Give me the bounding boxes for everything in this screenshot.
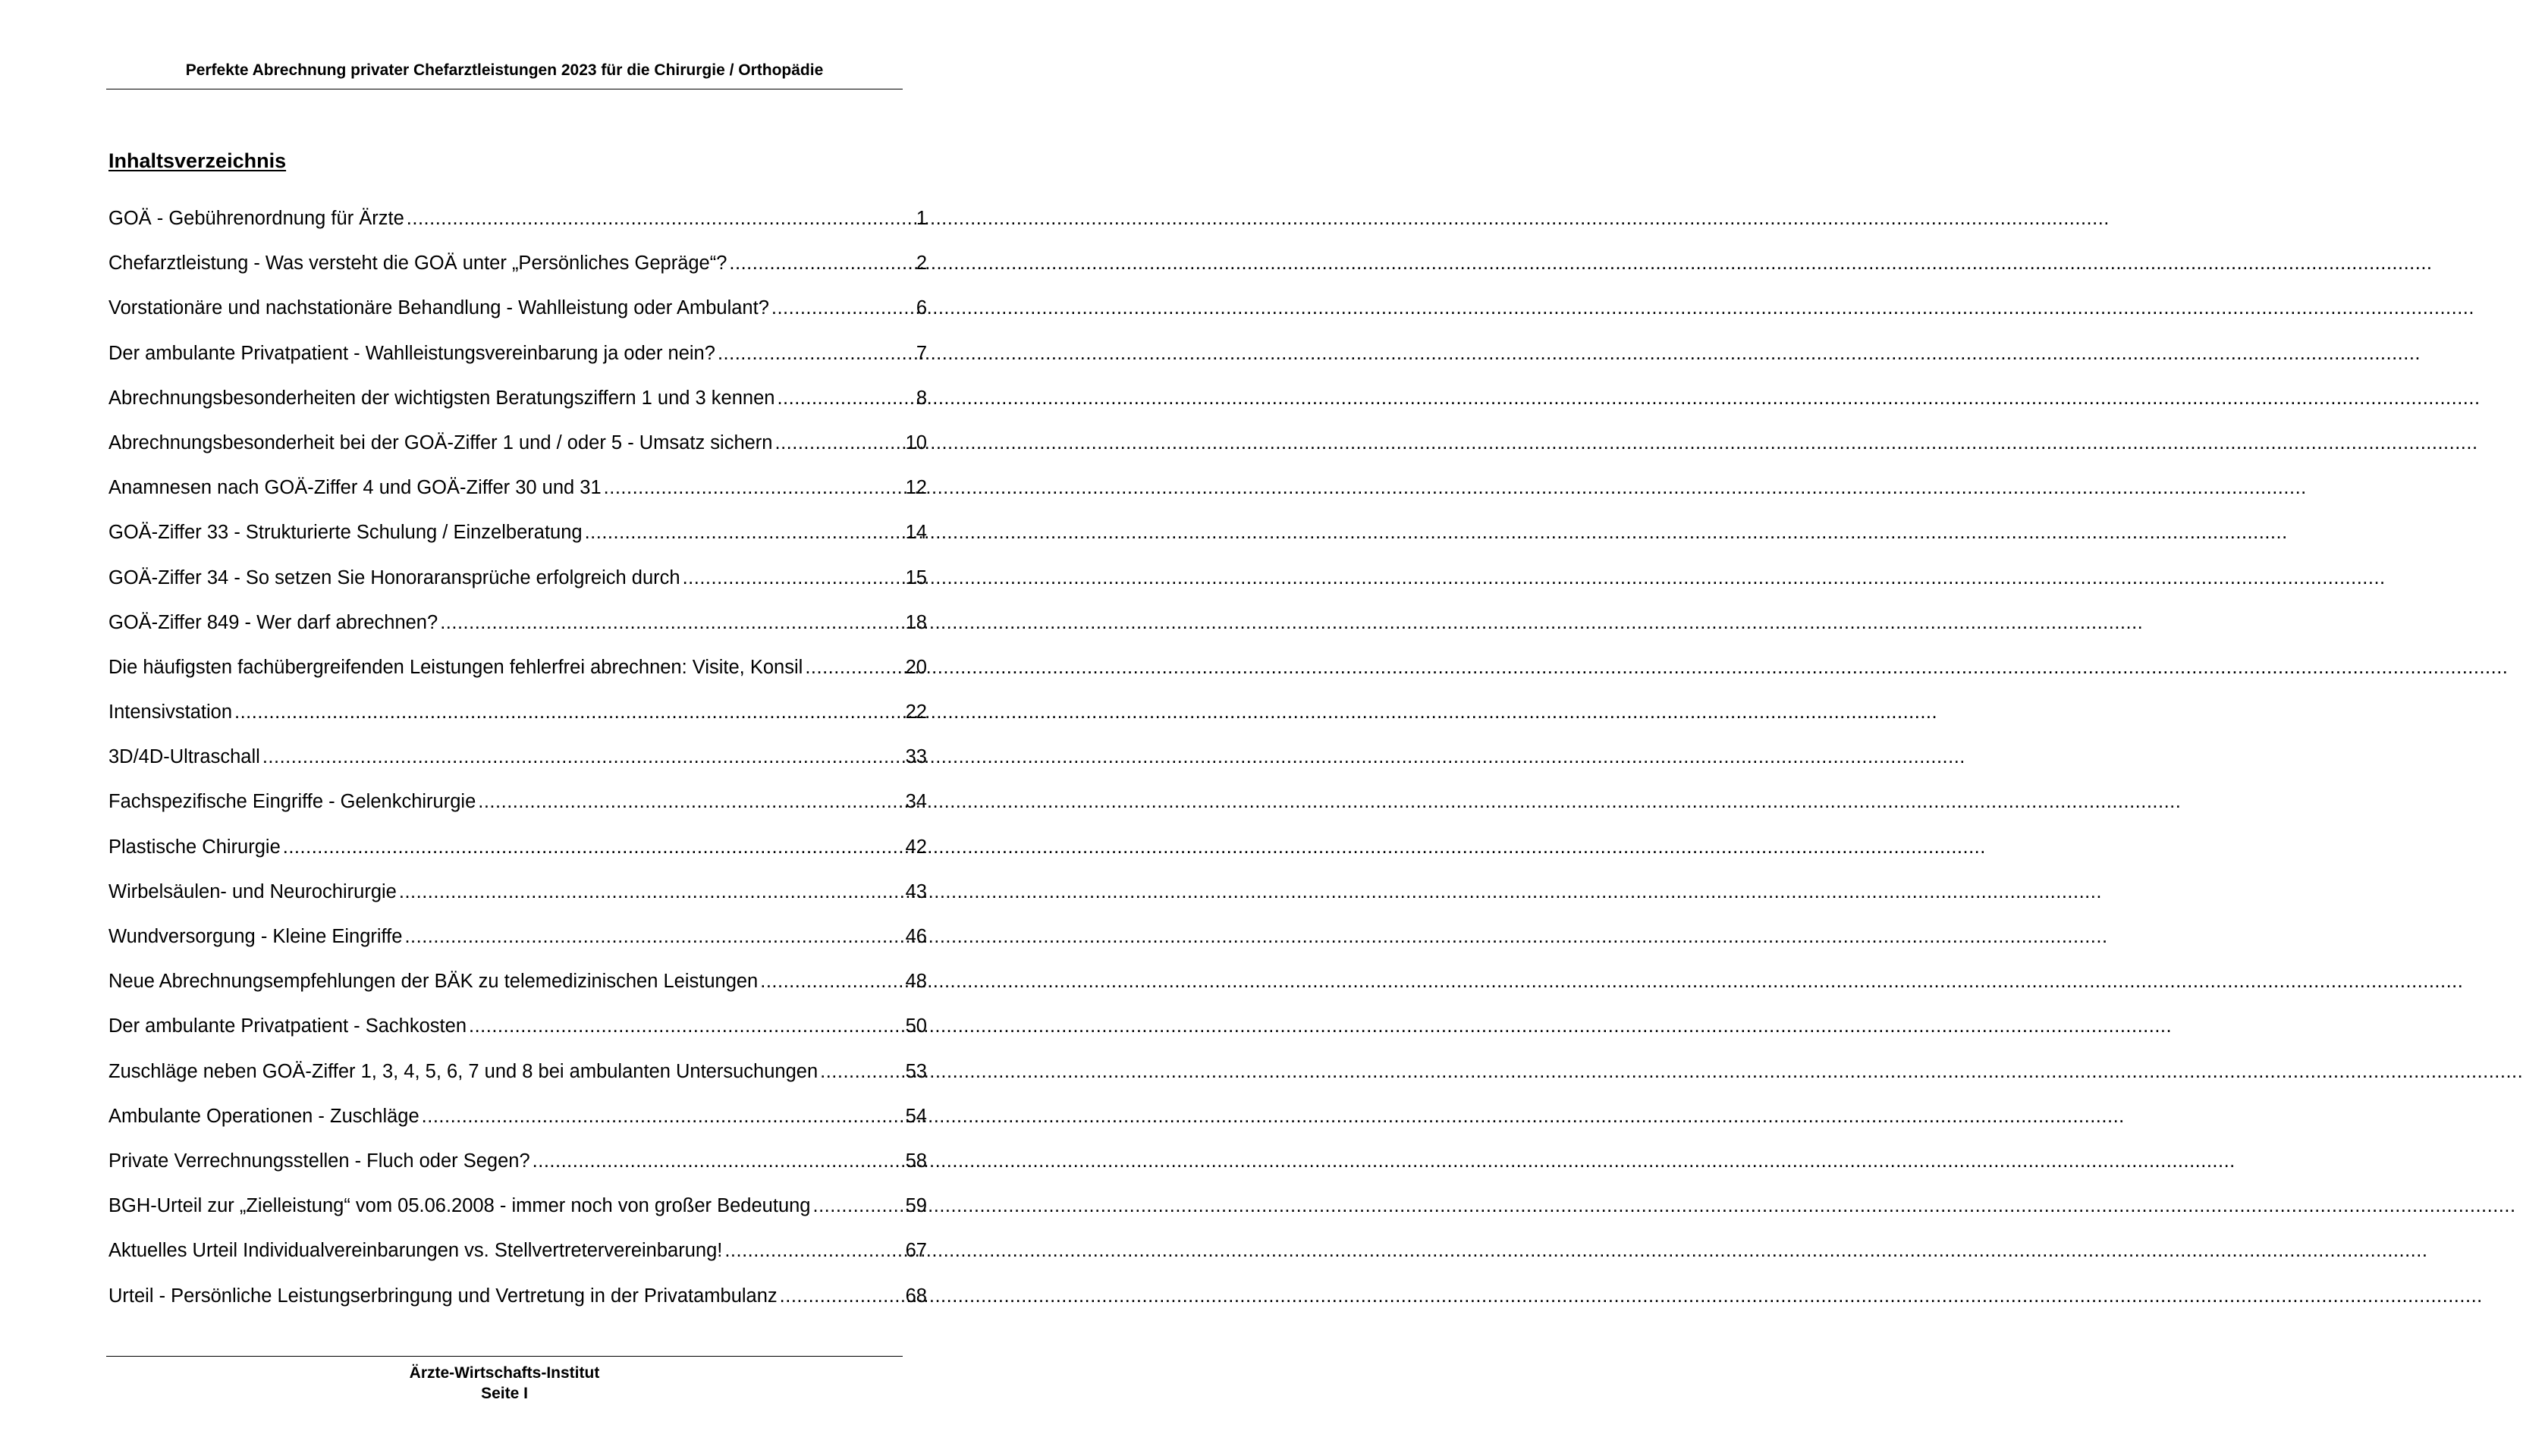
toc-entry-page: 1 (916, 208, 927, 229)
toc-dot-leader (812, 1194, 903, 1218)
toc-entry-title: Vorstationäre und nachstationäre Behandlung - Wahlleistung oder Ambulant? (108, 297, 769, 319)
toc-entry[interactable] (108, 1059, 927, 1104)
running-header-title: Perfekte Abrechnung privater Chefarztleistungen 2023 für die Chirurgie / Orthopädie (185, 61, 824, 79)
toc-entry[interactable] (108, 924, 927, 969)
toc-entry-page: 20 (905, 656, 927, 678)
toc-entry-page: 22 (905, 701, 927, 723)
toc-dot-leader (585, 520, 903, 544)
toc-entry[interactable] (108, 475, 927, 520)
toc-dot-leader (777, 386, 913, 410)
toc-entry[interactable] (108, 835, 927, 880)
toc-entry[interactable] (108, 655, 927, 700)
toc-dot-leader (262, 745, 903, 769)
footer-organization: Ärzte-Wirtschafts-Institut (409, 1364, 600, 1382)
toc-entry[interactable] (108, 566, 927, 610)
toc-entry-title: 3D/4D-Ultraschall (108, 746, 260, 768)
toc-entry-title: Neue Abrechnungsempfehlungen der BÄK zu telemedizinischen Leistungen (108, 971, 759, 993)
toc-entry-title: Die häufigsten fachübergreifenden Leistungen fehlerfrei abrechnen: Visite, Konsil (108, 656, 803, 678)
toc-entry[interactable] (108, 251, 927, 296)
toc-entry-title: Wirbelsäulen- und Neurochirurgie (108, 880, 397, 902)
toc-entry-title: Abrechnungsbesonderheiten der wichtigsten Beratungsziffern 1 und 3 kennen (108, 387, 775, 409)
toc-entry-title: Zuschläge neben GOÄ-Ziffer 1, 3, 4, 5, 6, 7 und 8 bei ambulanten Untersuchungen (108, 1060, 818, 1082)
toc-entry-title: Fachspezifische Eingriffe - Gelenkchirurgie (108, 791, 476, 813)
toc-entry-title: Wundversorgung - Kleine Eingriffe (108, 926, 403, 947)
toc-entry[interactable] (108, 520, 927, 565)
toc-entry-title: Chefarztleistung - Was versteht die GOÄ unter „Persönliches Gepräge“? (108, 253, 727, 275)
toc-dot-leader (724, 1238, 903, 1263)
toc-entry-page: 18 (905, 611, 927, 633)
toc-entry[interactable] (108, 431, 927, 475)
toc-entry[interactable] (108, 610, 927, 655)
toc-entry-title: Ambulante Operationen - Zuschläge (108, 1105, 419, 1127)
toc-entry[interactable] (108, 1014, 927, 1059)
toc-entry[interactable] (108, 700, 927, 745)
toc-entry[interactable] (108, 341, 927, 386)
toc-entry-page: 68 (905, 1285, 927, 1307)
toc-entry[interactable] (108, 969, 927, 1014)
toc-dot-leader (805, 655, 903, 679)
toc-entry-title: GOÄ-Ziffer 33 - Strukturierte Schulung / Einzelberatung (108, 522, 583, 544)
toc-entry-page: 6 (916, 297, 927, 319)
toc-entry-page: 50 (905, 1015, 927, 1037)
toc-entry-page: 2 (916, 253, 927, 275)
toc-entry-page: 53 (905, 1060, 927, 1082)
toc-entry-page: 10 (905, 431, 927, 453)
toc-entry[interactable] (108, 789, 927, 834)
toc-dot-leader (440, 610, 903, 635)
toc-dot-leader (820, 1059, 903, 1084)
toc-entry-page: 34 (905, 791, 927, 813)
toc-entry-title: Aktuelles Urteil Individualvereinbarungen vs. Stellvertretervereinbarung! (108, 1240, 723, 1262)
toc-entry-page: 46 (905, 926, 927, 947)
toc-entry-title: Urteil - Persönliche Leistungserbringung und Vertretung in der Privatambulanz (108, 1285, 778, 1307)
toc-entry-title: Der ambulante Privatpatient - Wahlleistungsvereinbarung ja oder nein? (108, 342, 715, 364)
toc-entry[interactable] (108, 1194, 927, 1238)
toc-dot-leader (771, 296, 914, 320)
toc-entry-title: GOÄ-Ziffer 849 - Wer darf abrechnen? (108, 611, 438, 633)
toc-entry[interactable] (108, 1104, 927, 1149)
toc-dot-leader (478, 789, 903, 814)
toc-entry[interactable] (108, 1284, 927, 1329)
toc-entry-page: 33 (905, 746, 927, 768)
toc-entry-page: 43 (905, 880, 927, 902)
toc-heading: Inhaltsverzeichnis (108, 149, 287, 172)
toc-dot-leader (780, 1284, 903, 1308)
toc-entry-title: Anamnesen nach GOÄ-Ziffer 4 und GOÄ-Ziffer 30 und 31 (108, 477, 602, 499)
footer-page-number: Seite I (481, 1385, 528, 1402)
toc-entry-page: 42 (905, 836, 927, 858)
toc-entry-page: 8 (916, 387, 927, 409)
toc-dot-leader (718, 341, 914, 366)
toc-entry-page: 7 (916, 342, 927, 364)
toc-dot-leader (283, 835, 903, 859)
toc-entry-title: BGH-Urteil zur „Zielleistung“ vom 05.06.2008 - immer noch von großer Bedeutung (108, 1195, 811, 1217)
toc-entry[interactable] (108, 880, 927, 924)
toc-entry[interactable] (108, 386, 927, 431)
toc-entry-title: Private Verrechnungsstellen - Fluch oder Segen? (108, 1150, 530, 1172)
toc-entry-title: Abrechnungsbesonderheit bei der GOÄ-Ziffer 1 und / oder 5 - Umsatz sichern (108, 431, 773, 453)
toc-entry-page: 59 (905, 1195, 927, 1217)
toc-dot-leader (774, 431, 903, 455)
toc-dot-leader (422, 1104, 903, 1128)
toc-dot-leader (407, 206, 914, 231)
toc-entry-title: Plastische Chirurgie (108, 836, 281, 858)
toc-dot-leader (760, 969, 903, 993)
toc-entry-page: 48 (905, 971, 927, 993)
toc-entry-title: GOÄ - Gebührenordnung für Ärzte (108, 208, 404, 229)
toc-entry-page: 54 (905, 1105, 927, 1127)
toc-list (108, 206, 927, 1329)
toc-entry[interactable] (108, 745, 927, 789)
toc-entry-title: GOÄ-Ziffer 34 - So setzen Sie Honoraransprüche erfolgreich durch (108, 566, 680, 588)
toc-dot-leader (683, 566, 903, 590)
toc-entry-page: 12 (905, 477, 927, 499)
toc-dot-leader (234, 700, 903, 724)
toc-entry-title: Der ambulante Privatpatient - Sachkosten (108, 1015, 467, 1037)
toc-dot-leader (404, 924, 903, 949)
toc-entry-title: Intensivstation (108, 701, 233, 723)
toc-dot-leader (604, 475, 903, 500)
toc-entry[interactable] (108, 1149, 927, 1194)
toc-dot-leader (399, 880, 903, 904)
toc-entry[interactable] (108, 296, 927, 340)
toc-dot-leader (533, 1149, 903, 1173)
toc-entry-page: 67 (905, 1240, 927, 1262)
toc-entry-page: 58 (905, 1150, 927, 1172)
footer-divider (106, 1356, 903, 1357)
toc-entry[interactable] (108, 1238, 927, 1283)
toc-dot-leader (469, 1014, 903, 1038)
toc-entry-page: 14 (905, 522, 927, 544)
toc-dot-leader (729, 251, 913, 275)
toc-entry-page: 15 (905, 566, 927, 588)
toc-entry[interactable] (108, 206, 927, 251)
